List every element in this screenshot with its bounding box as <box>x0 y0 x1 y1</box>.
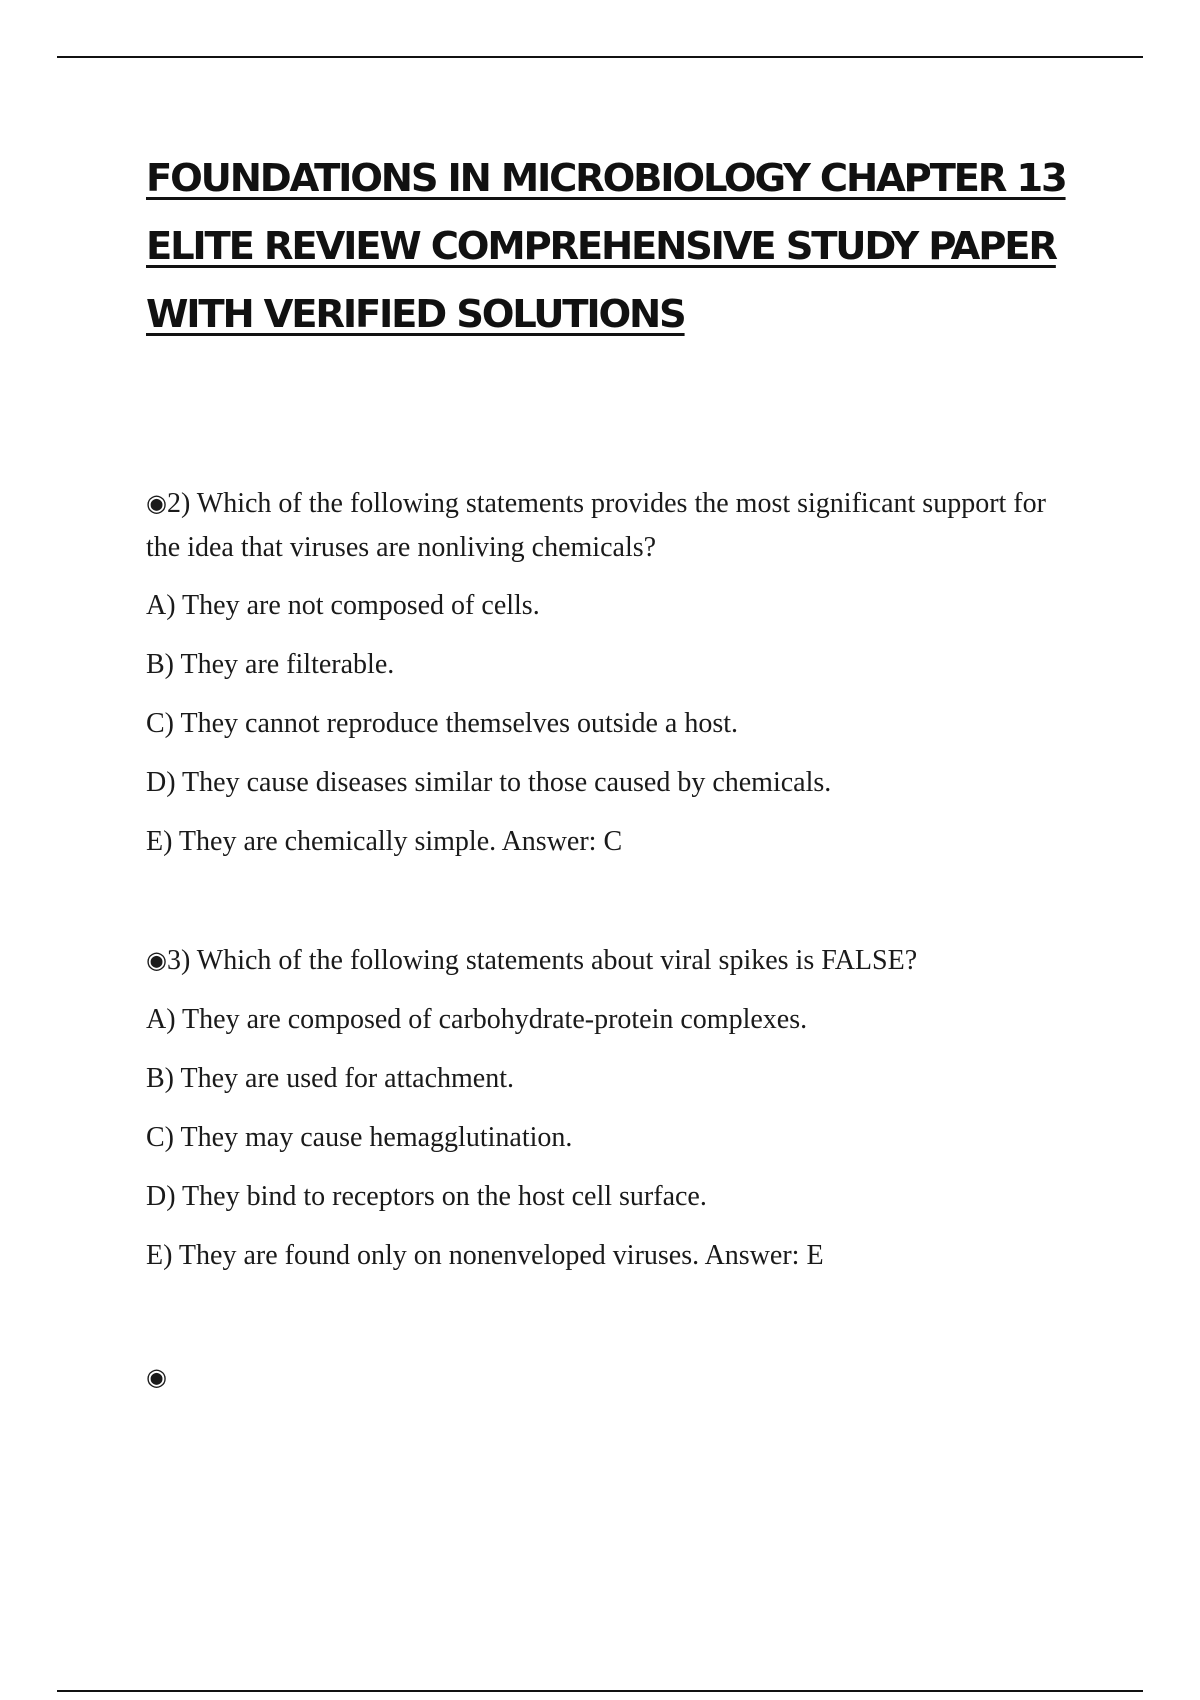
answer-option: B) They are filterable. <box>146 649 395 680</box>
answer-option: E) They are found only on nonenveloped viruses. Answer: E <box>146 1240 824 1271</box>
bullet-icon: ◉ <box>146 948 167 974</box>
answer-option: D) They bind to receptors on the host cell surface. <box>146 1181 707 1212</box>
answer-option: E) They are chemically simple. Answer: C <box>146 826 623 857</box>
bullet-icon: ◉ <box>146 491 167 517</box>
page-title-text: FOUNDATIONS IN MICROBIOLOGY CHAPTER 13 ELITE REVIEW COMPREHENSIVE STUDY PAPER WITH VERIFIED SOLUTIONS <box>146 156 1066 337</box>
answer-option: A) They are composed of carbohydrate-protein complexes. <box>146 1004 808 1035</box>
answer-option: D) They cause diseases similar to those caused by chemicals. <box>146 767 832 798</box>
question-number: 2) <box>166 488 191 519</box>
bottom-divider <box>57 1690 1143 1692</box>
question-block <box>146 939 1066 1293</box>
answer-option: B) They are used for attachment. <box>146 1063 515 1094</box>
answer-option: C) They cannot reproduce themselves outside a host. <box>146 708 738 739</box>
top-divider <box>57 56 1143 58</box>
question-text: Which of the following statements provides the most significant support for the idea that viruses are nonliving chemicals? <box>146 488 1046 563</box>
bullet-icon: ◉ <box>146 1365 167 1391</box>
question-number: 3) <box>166 945 191 976</box>
answer-option: A) They are not composed of cells. <box>146 590 540 621</box>
page-title <box>146 145 1076 349</box>
question-stem <box>146 939 1066 983</box>
question-stem <box>146 482 1066 570</box>
question-text: Which of the following statements about viral spikes is FALSE? <box>196 945 918 976</box>
question-block <box>146 482 1066 879</box>
answer-option: C) They may cause hemagglutination. <box>146 1122 573 1153</box>
